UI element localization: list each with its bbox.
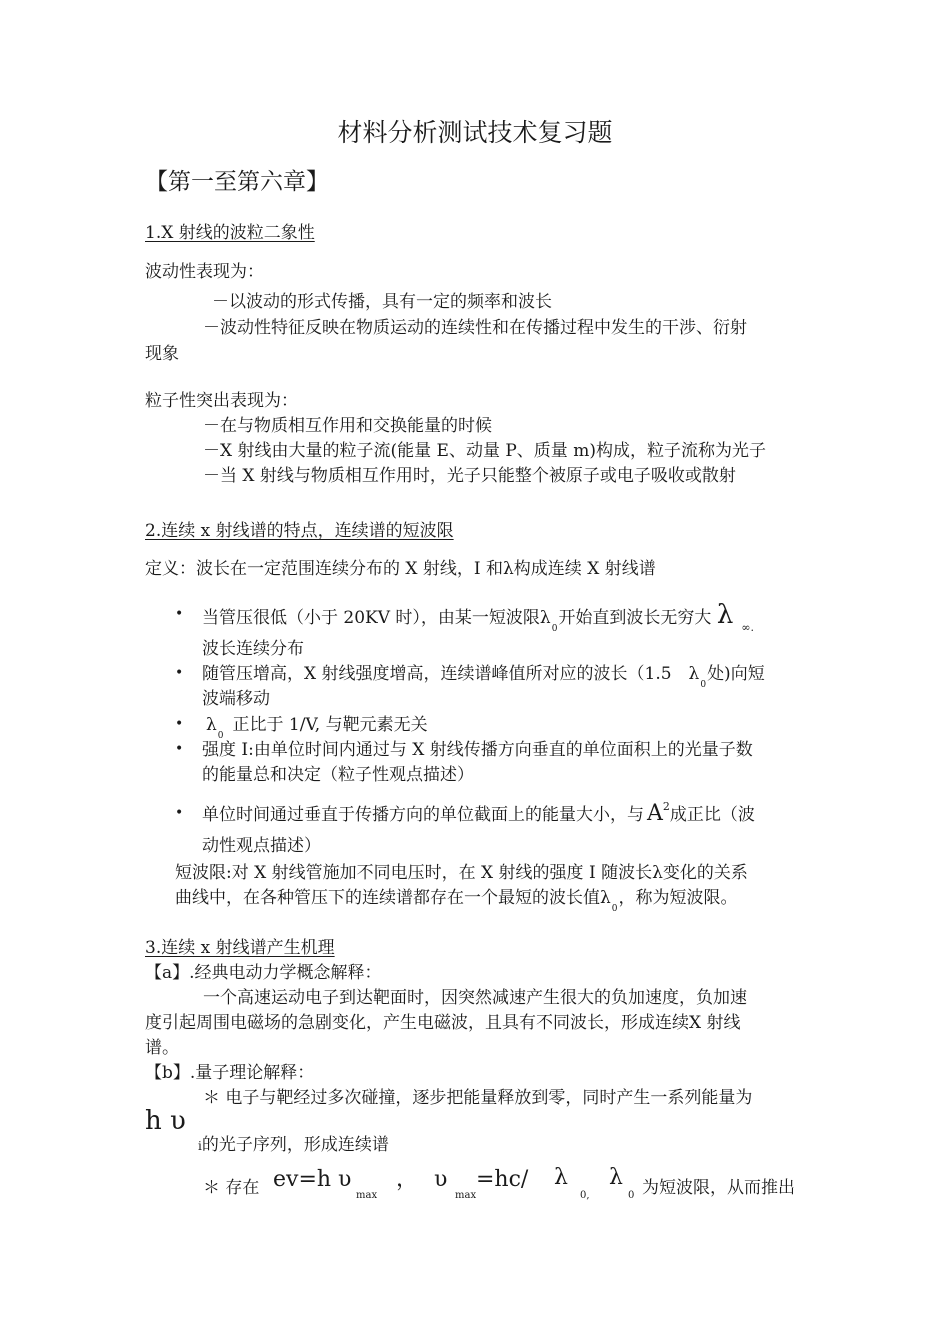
bullet-5-line-1: 单位时间通过垂直于传播方向的单位截面上的能量大小，与 $A^2$成正比（波	[202, 800, 755, 826]
bullet-1-line-2: 波长连续分布	[202, 639, 304, 659]
short-wave-line-1: 短波限:对 X 射线管施加不同电压时，在 X 射线的强度 I 随波长λ变化的关系	[175, 863, 748, 883]
formula-lambda: λ	[554, 1165, 568, 1190]
bullet-dot: •	[175, 665, 184, 681]
short-wave-line-2: 曲线中，在各种管压下的连续谱都存在一个最短的波长值$\lambda_0$，称为短波限。	[175, 888, 738, 914]
quantum-line-3-suffix: 为短波限，从而推出	[642, 1178, 795, 1198]
bullet-1-line-1: 当管压很低（小于 20KV 时），由某一短波限$\lambda_0$开始直到波长无穷大 λ $_{\infty.}$	[202, 600, 754, 634]
bullet-dot: •	[175, 606, 184, 622]
page-title: 材料分析测试技术复习题	[337, 118, 613, 147]
section-2-heading: 2.连续 x 射线谱的特点，连续谱的短波限	[145, 521, 454, 541]
bullet-2-line-1: 随管压增高，X 射线强度增高，连续谱峰值所对应的波长（1.5 $\lambda_0$处)向短	[202, 664, 765, 690]
wave-line-2-cont: 现象	[145, 344, 179, 364]
bullet-dot: •	[175, 741, 184, 757]
formula-comma: ，	[396, 1167, 419, 1192]
classical-line-2: 度引起周围电磁场的急剧变化，产生电磁波，且具有不同波长，形成连续X 射线	[145, 1013, 741, 1033]
chapter-heading: 【第一至第六章】	[145, 169, 329, 195]
formula-hv: h υ	[145, 1106, 186, 1136]
classical-line-3: 谱。	[145, 1038, 179, 1058]
particle-line-3: －当 X 射线与物质相互作用时，光子只能整个被原子或电子吸收或散射	[203, 466, 736, 486]
quantum-line-1: ＊ 电子与靶经过多次碰撞，逐步把能量释放到零，同时产生一系列能量为	[203, 1088, 753, 1108]
classical-line-1: 一个高速运动电子到达靶面时，因突然减速产生很大的负加速度，负加速	[203, 988, 747, 1008]
bullet-4-line-1: 强度 I:由单位时间内通过与 X 射线传播方向垂直的单位面积上的光量子数	[202, 740, 753, 760]
wave-intro: 波动性表现为：	[145, 262, 264, 282]
section-3-heading: 3.连续 x 射线谱产生机理	[145, 938, 335, 958]
quantum-line-3-prefix: ＊ 存在	[203, 1178, 260, 1198]
classical-label: 【a】.经典电动力学概念解释：	[145, 963, 382, 983]
formula-max-sub: max	[356, 1190, 378, 1201]
formula-ev: ev=h υ	[273, 1167, 352, 1192]
section-1-heading: 1.X 射线的波粒二象性	[145, 223, 315, 243]
bullet-2-line-2: 波端移动	[202, 689, 270, 709]
bullet-5-line-2: 动性观点描述）	[202, 836, 321, 856]
formula-hc: =hc/	[476, 1167, 529, 1192]
formula-lambda: λ	[609, 1165, 623, 1190]
bullet-dot: •	[175, 716, 184, 732]
bullet-4-line-2: 的能量总和决定（粒子性观点描述）	[202, 765, 474, 785]
particle-line-2: －X 射线由大量的粒子流(能量 E、动量 P、质量 m)构成，粒子流称为光子	[203, 441, 766, 461]
definition-line: 定义：波长在一定范围连续分布的 X 射线，I 和λ构成连续 X 射线谱	[145, 559, 656, 579]
bullet-dot: •	[175, 805, 184, 821]
formula-v: υ	[434, 1167, 448, 1192]
formula-max-sub: max	[455, 1190, 477, 1201]
formula-sub: 0	[628, 1190, 635, 1201]
wave-line-2: －波动性特征反映在物质运动的连续性和在传播过程中发生的干涉、衍射	[203, 318, 747, 338]
bullet-3-line: $\lambda_0$正比于 1/V, 与靶元素无关	[206, 715, 428, 741]
particle-intro: 粒子性突出表现为：	[145, 391, 298, 411]
particle-line-1: －在与物质相互作用和交换能量的时候	[203, 416, 492, 436]
formula-sub: 0,	[580, 1190, 590, 1201]
wave-line-1: －以波动的形式传播，具有一定的频率和波长	[212, 292, 552, 312]
quantum-line-2: i的光子序列，形成连续谱	[198, 1135, 389, 1155]
quantum-label: 【b】.量子理论解释：	[145, 1063, 315, 1083]
